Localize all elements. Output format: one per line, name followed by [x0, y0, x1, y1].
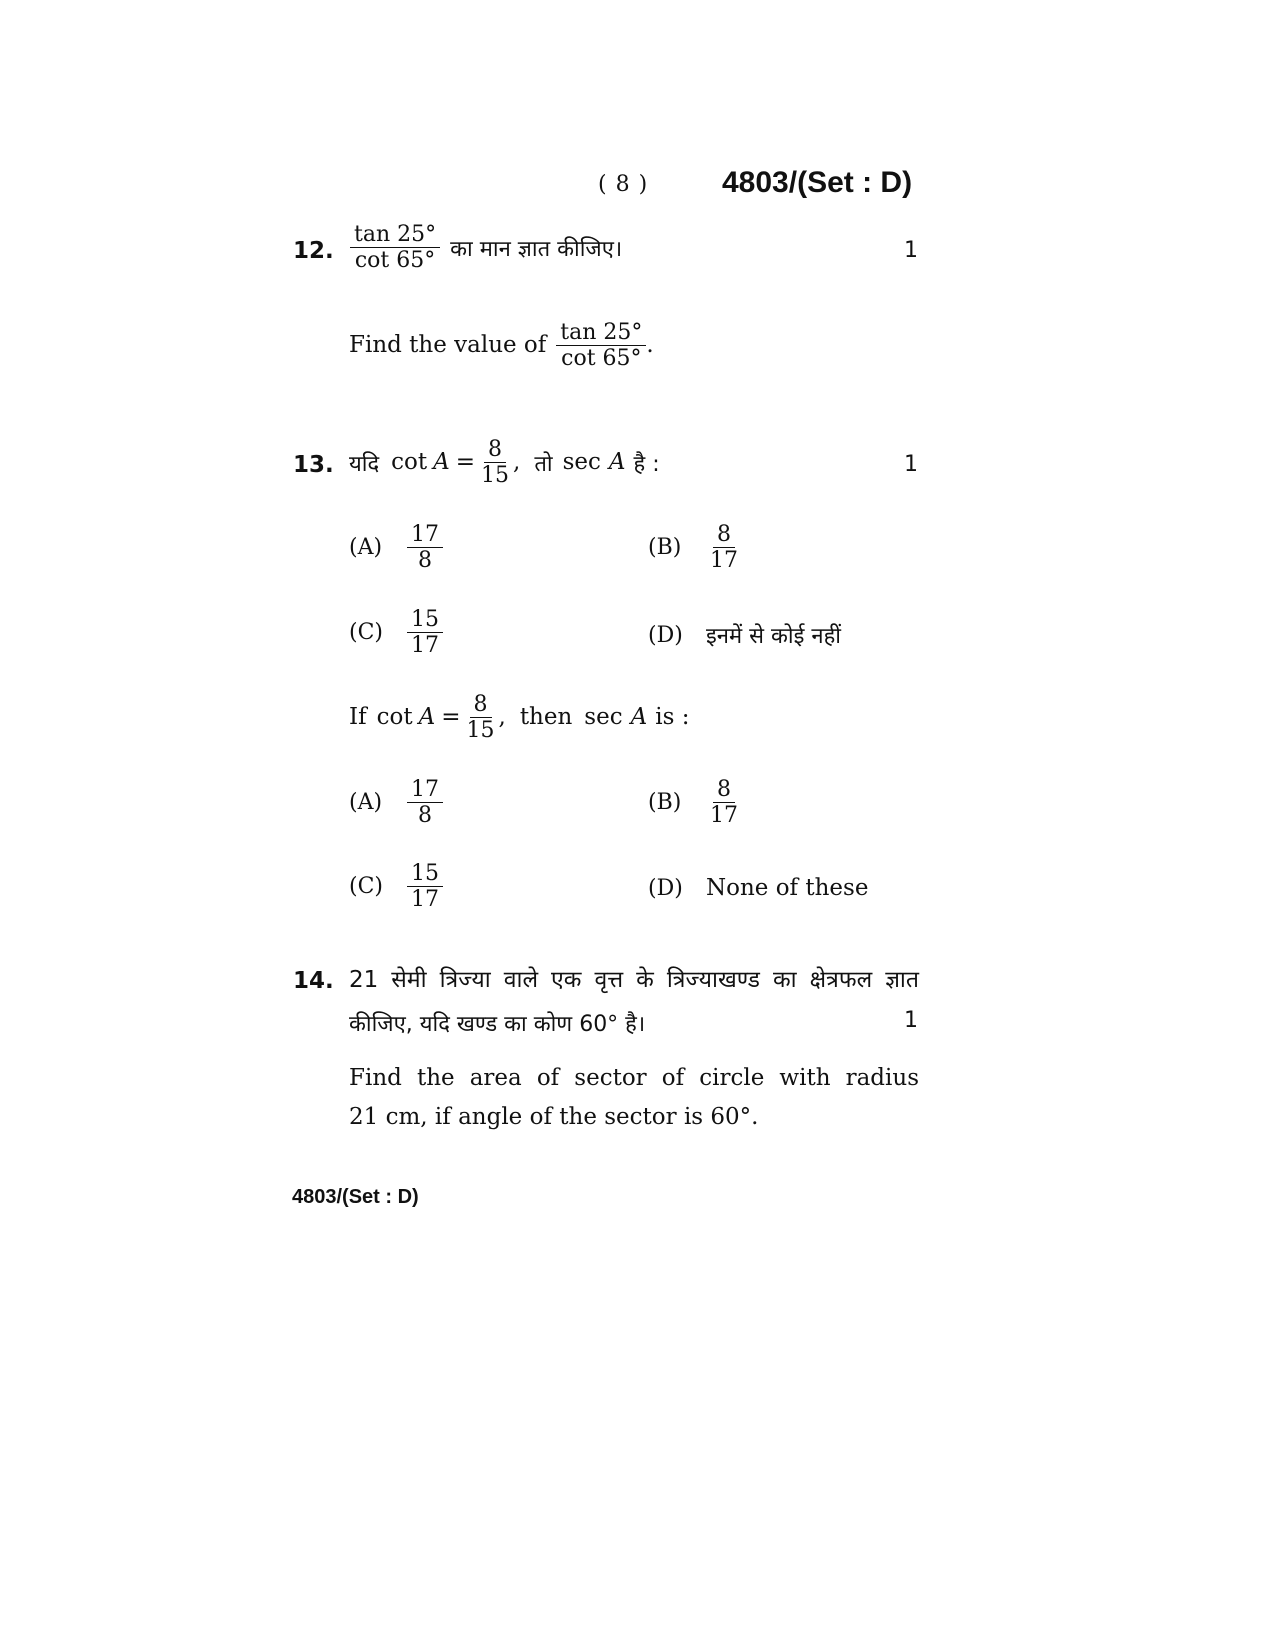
q14-english-line-1: Find the area of sector of circle with radius: [349, 1065, 919, 1091]
q13-english-option-a: [349, 777, 443, 829]
q12-english-fraction-denominator: cot 65°: [561, 346, 642, 372]
option-label: (C): [349, 620, 383, 646]
q12-english-fraction-numerator: tan 25°: [556, 320, 646, 346]
q13-english-option-b: [648, 777, 742, 829]
option-denominator: 8: [418, 803, 432, 829]
q12-english-suffix: .: [646, 332, 654, 359]
option-label: (B): [648, 790, 682, 816]
q13-var-a: A: [433, 449, 450, 476]
q13-english-comma: ,: [498, 704, 506, 731]
q12-fraction-numerator: tan 25°: [350, 222, 440, 248]
q12-hindi-text: का मान ज्ञात कीजिए।: [450, 236, 623, 262]
question-14-number: 14.: [293, 968, 334, 994]
q13-english-var-a-2: A: [630, 704, 648, 731]
option-numerator: 17: [407, 777, 443, 803]
q13-hindi-if: यदि: [349, 451, 380, 477]
option-text: इनमें से कोई नहीं: [706, 624, 842, 649]
option-numerator: 8: [713, 777, 735, 803]
option-fraction: [706, 522, 742, 574]
q12-fraction-denominator: cot 65°: [354, 248, 436, 274]
q13-english-is: is :: [655, 704, 690, 731]
q13-sec: sec: [562, 449, 601, 476]
question-14-marks: 1: [904, 1008, 918, 1033]
q13-english-var-a: A: [418, 704, 436, 731]
option-numerator: 15: [407, 861, 443, 887]
option-denominator: 17: [411, 633, 439, 659]
q13-english-fraction: [463, 692, 499, 744]
option-numerator: 15: [407, 607, 443, 633]
option-fraction: [706, 777, 742, 829]
q13-hindi-option-c: [349, 607, 443, 659]
q14-hindi-line-2: कीजिए, यदि खण्ड का कोण 60° है।: [349, 1012, 646, 1037]
question-13-hindi: [349, 437, 660, 489]
q13-english-fraction-numerator: 8: [470, 692, 492, 718]
q12-english-fraction: [556, 320, 646, 372]
option-denominator: 17: [411, 887, 439, 913]
option-fraction: [407, 607, 443, 659]
q14-hindi-line-1: 21 सेमी त्रिज्या वाले एक वृत्त के त्रिज्याखण्ड का क्षेत्रफल ज्ञात: [349, 967, 919, 993]
option-denominator: 17: [710, 548, 738, 574]
q13-comma: ,: [513, 449, 521, 476]
option-text: None of these: [706, 875, 869, 901]
page-number: ( 8 ): [598, 172, 649, 197]
option-denominator: 17: [710, 803, 738, 829]
option-fraction: [407, 522, 443, 574]
paper-code-footer: 4803/(Set : D): [292, 1186, 419, 1208]
question-13-number: 13.: [293, 452, 334, 478]
option-label: (D): [648, 622, 683, 648]
q13-hindi-then: तो: [534, 451, 553, 477]
paper-code-header: 4803/(Set : D): [722, 166, 913, 199]
question-12-english: [349, 320, 654, 372]
q14-english-line-2: 21 cm, if angle of the sector is 60°.: [349, 1104, 759, 1130]
q12-english-prefix: Find the value of: [349, 332, 547, 359]
q13-equals: =: [455, 449, 476, 476]
option-denominator: 8: [418, 548, 432, 574]
q13-english-sec: sec: [584, 704, 623, 731]
q13-english-if: If: [349, 704, 367, 731]
question-12-marks: 1: [904, 238, 918, 263]
q13-fraction: [477, 437, 513, 489]
q13-english-equals: =: [441, 704, 461, 731]
q13-fraction-numerator: 8: [484, 437, 506, 463]
q13-hindi-is: है :: [633, 451, 660, 477]
q13-hindi-option-d: [648, 620, 841, 650]
option-numerator: 8: [713, 522, 735, 548]
option-label: (B): [648, 535, 682, 561]
option-label: (C): [349, 874, 383, 900]
question-12-hindi: [350, 222, 622, 274]
option-label: (A): [349, 535, 383, 561]
option-fraction: [407, 861, 443, 913]
q12-fraction: [350, 222, 440, 274]
q13-fraction-denominator: 15: [481, 463, 510, 489]
q13-var-a-2: A: [608, 449, 626, 476]
q13-english-then: then: [519, 704, 573, 731]
option-label: (D): [648, 876, 683, 901]
option-fraction: [407, 777, 443, 829]
q13-hindi-option-b: [648, 522, 742, 574]
q13-hindi-option-a: [349, 522, 443, 574]
q13-english-cot: cot: [376, 704, 413, 731]
question-13-english: [349, 692, 689, 744]
option-numerator: 17: [407, 522, 443, 548]
q13-cot: cot: [391, 449, 428, 476]
question-12-number: 12.: [293, 238, 334, 264]
question-13-marks: 1: [904, 452, 918, 477]
q13-english-option-d: [648, 876, 868, 901]
option-label: (A): [349, 790, 383, 816]
q13-english-fraction-denominator: 15: [466, 718, 495, 744]
q13-english-option-c: [349, 861, 443, 913]
